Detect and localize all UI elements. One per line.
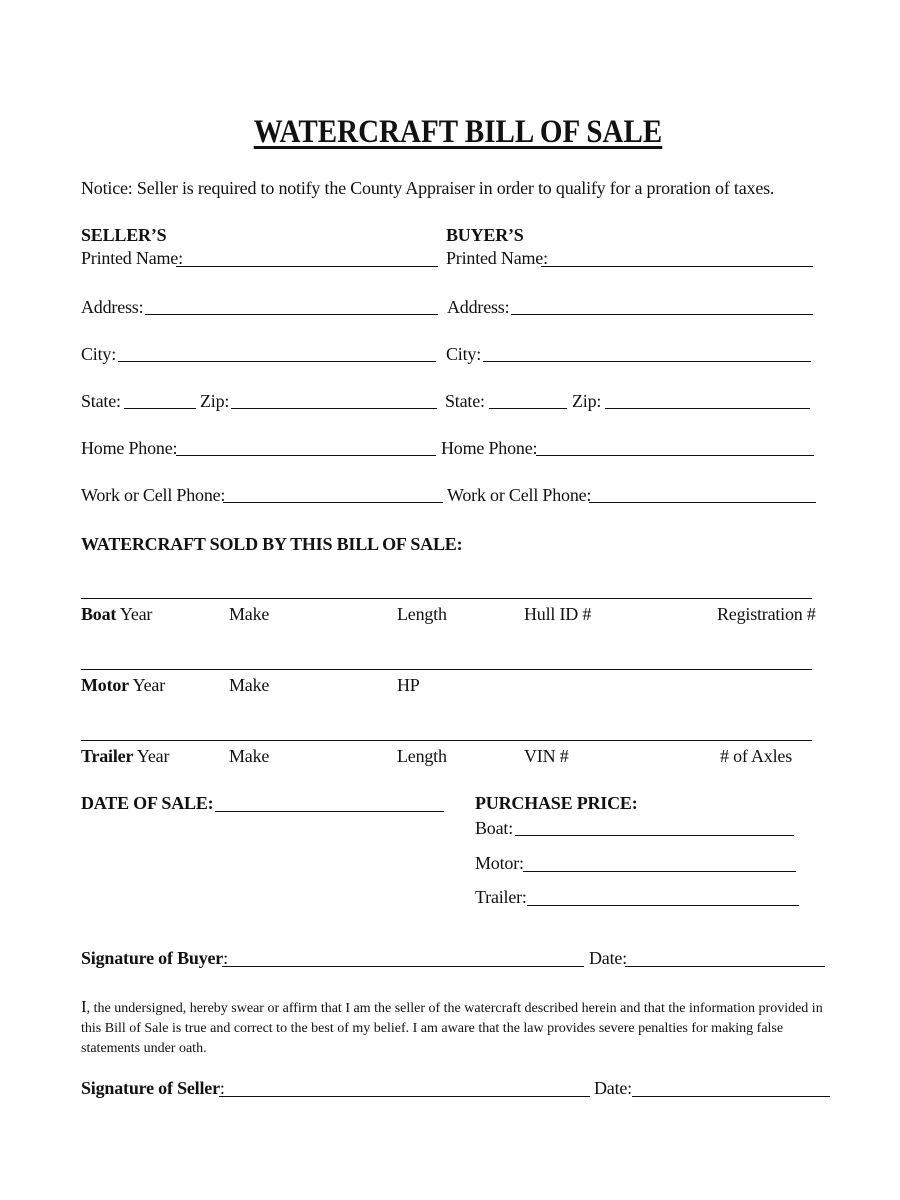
boat-row-label: Boat Year (81, 604, 153, 624)
price-trailer-field[interactable] (527, 905, 799, 906)
seller-city-field[interactable] (118, 361, 436, 362)
motor-row-label: Motor Year (81, 675, 165, 695)
seller-address-field[interactable] (145, 314, 438, 315)
motor-entry-line[interactable] (81, 669, 812, 670)
buyer-zip-field[interactable] (605, 408, 810, 409)
seller-address-label: Address: (81, 297, 144, 317)
seller-printed-name-field[interactable] (176, 266, 438, 267)
date-of-sale-label: DATE OF SALE: (81, 793, 214, 813)
buyer-heading: BUYER’S (446, 225, 524, 245)
boat-length-label: Length (397, 604, 447, 624)
buyer-work-phone-label: Work or Cell Phone: (447, 485, 592, 505)
form-title: WATERCRAFT BILL OF SALE (253, 114, 663, 150)
buyer-signature-date-field[interactable] (625, 966, 825, 967)
trailer-entry-line[interactable] (81, 740, 812, 741)
seller-zip-field[interactable] (231, 408, 437, 409)
seller-affirmation-text: I, the undersigned, hereby swear or affirm that I am the seller of the watercraft described herein and that the information provided in this Bill of Sale is true and correct to the best of my belief. I am aware that the law provides severe penalties for making false statements under oath. (81, 997, 823, 1056)
watercraft-heading: WATERCRAFT SOLD BY THIS BILL OF SALE: (81, 534, 463, 554)
buyer-address-field[interactable] (511, 314, 813, 315)
price-trailer-label: Trailer: (475, 887, 527, 907)
buyer-address-label: Address: (447, 297, 510, 317)
seller-state-field[interactable] (124, 408, 196, 409)
price-boat-label: Boat: (475, 818, 513, 838)
buyer-city-label: City: (446, 344, 482, 364)
trailer-row-label: Trailer Year (81, 746, 170, 766)
boat-make-label: Make (229, 604, 270, 624)
buyer-signature-label: Signature of Buyer: (81, 948, 228, 968)
seller-zip-label: Zip: (200, 391, 230, 411)
boat-entry-line[interactable] (81, 598, 812, 599)
date-of-sale-field[interactable] (215, 811, 444, 812)
seller-work-phone-field[interactable] (223, 502, 443, 503)
seller-work-phone-label: Work or Cell Phone: (81, 485, 226, 505)
buyer-printed-name-label: Printed Name: (446, 248, 548, 268)
boat-registration-label: Registration # (717, 604, 816, 624)
buyer-home-phone-field[interactable] (536, 455, 814, 456)
seller-printed-name-label: Printed Name: (81, 248, 183, 268)
buyer-signature-field[interactable] (222, 966, 584, 967)
trailer-make-label: Make (229, 746, 270, 766)
trailer-length-label: Length (397, 746, 447, 766)
seller-home-phone-field[interactable] (176, 455, 436, 456)
buyer-printed-name-field[interactable] (541, 266, 813, 267)
motor-make-label: Make (229, 675, 270, 695)
price-boat-field[interactable] (515, 835, 794, 836)
trailer-vin-label: VIN # (524, 746, 569, 766)
buyer-home-phone-label: Home Phone: (441, 438, 538, 458)
price-motor-field[interactable] (523, 871, 796, 872)
seller-city-label: City: (81, 344, 117, 364)
price-motor-label: Motor: (475, 853, 524, 873)
buyer-city-field[interactable] (483, 361, 811, 362)
buyer-state-label: State: (445, 391, 485, 411)
buyer-zip-label: Zip: (572, 391, 602, 411)
buyer-signature-date-label: Date: (589, 948, 627, 968)
notice-text: Notice: Seller is required to notify the County Appraiser in order to qualify for a proration of taxes. (81, 178, 775, 198)
seller-signature-field[interactable] (219, 1096, 590, 1097)
purchase-price-heading: PURCHASE PRICE: (475, 793, 638, 813)
seller-signature-date-field[interactable] (632, 1096, 830, 1097)
seller-home-phone-label: Home Phone: (81, 438, 178, 458)
seller-heading: SELLER’S (81, 225, 167, 245)
buyer-state-field[interactable] (489, 408, 567, 409)
seller-signature-date-label: Date: (594, 1078, 632, 1098)
trailer-axles-label: # of Axles (720, 746, 792, 766)
motor-hp-label: HP (397, 675, 420, 695)
buyer-work-phone-field[interactable] (589, 502, 816, 503)
boat-hull-id-label: Hull ID # (524, 604, 592, 624)
seller-state-label: State: (81, 391, 121, 411)
seller-signature-label: Signature of Seller: (81, 1078, 225, 1098)
